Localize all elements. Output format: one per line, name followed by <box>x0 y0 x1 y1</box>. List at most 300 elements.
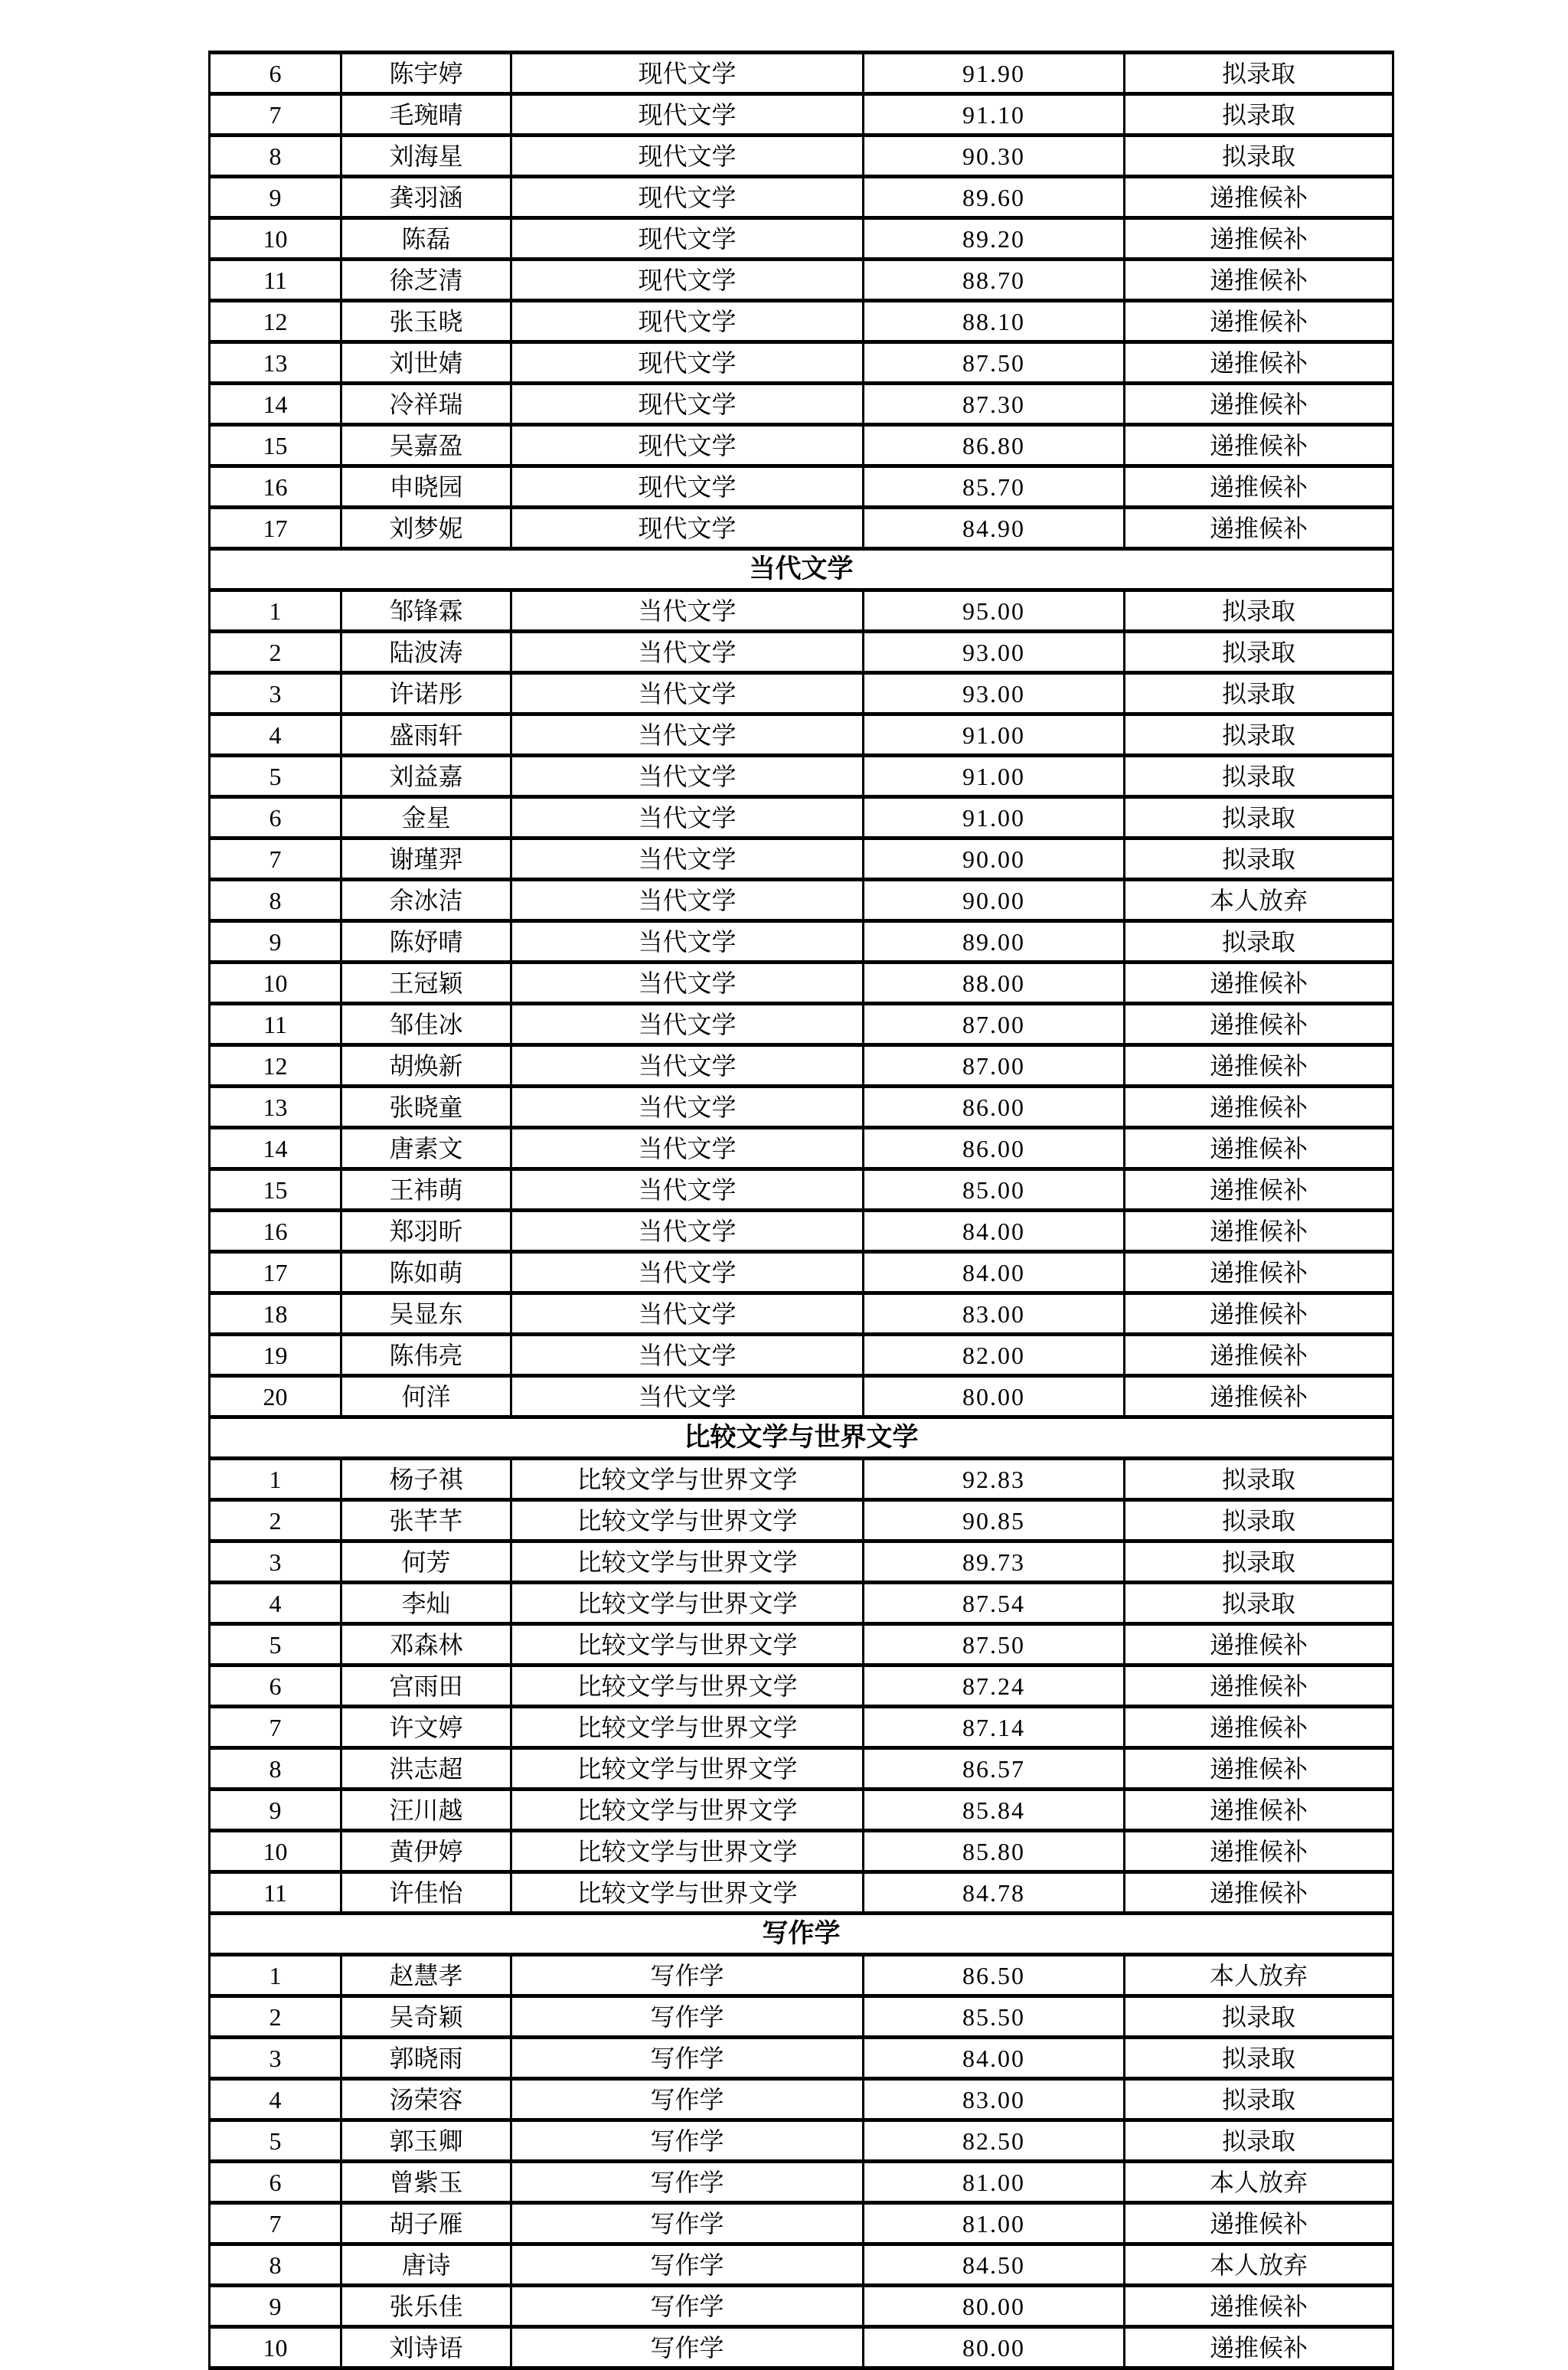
cell-major: 现代文学 <box>511 218 864 260</box>
cell-status: 递推候补 <box>1125 1666 1393 1707</box>
cell-status: 递推候补 <box>1125 260 1393 301</box>
cell-status: 递推候补 <box>1125 425 1393 466</box>
cell-rank: 4 <box>210 1583 341 1624</box>
table-row <box>210 1707 1393 1748</box>
cell-rank: 10 <box>210 1831 341 1872</box>
cell-name: 吴嘉盈 <box>341 425 511 466</box>
cell-status: 递推候补 <box>1125 1128 1393 1169</box>
cell-rank: 4 <box>210 714 341 756</box>
cell-status: 本人放弃 <box>1125 2162 1393 2203</box>
cell-score: 80.00 <box>864 1376 1125 1417</box>
cell-major: 当代文学 <box>511 880 864 921</box>
cell-score: 90.85 <box>864 1500 1125 1541</box>
table-row <box>210 714 1393 756</box>
cell-name: 胡子雁 <box>341 2203 511 2244</box>
cell-name: 刘益嘉 <box>341 756 511 797</box>
cell-major: 当代文学 <box>511 797 864 838</box>
cell-score: 84.00 <box>864 1252 1125 1293</box>
cell-name: 陆波涛 <box>341 632 511 673</box>
cell-name: 刘世婧 <box>341 342 511 384</box>
cell-name: 张晓童 <box>341 1087 511 1128</box>
cell-rank: 6 <box>210 2162 341 2203</box>
cell-rank: 10 <box>210 218 341 260</box>
cell-rank: 13 <box>210 1087 341 1128</box>
cell-major: 现代文学 <box>511 177 864 218</box>
cell-rank: 2 <box>210 1996 341 2038</box>
cell-status: 递推候补 <box>1125 301 1393 342</box>
cell-name: 盛雨轩 <box>341 714 511 756</box>
cell-score: 87.00 <box>864 1004 1125 1045</box>
cell-name: 何洋 <box>341 1376 511 1417</box>
cell-major: 写作学 <box>511 1955 864 1996</box>
cell-score: 89.60 <box>864 177 1125 218</box>
cell-major: 比较文学与世界文学 <box>511 1831 864 1872</box>
cell-status: 递推候补 <box>1125 1045 1393 1087</box>
cell-status: 递推候补 <box>1125 1335 1393 1376</box>
cell-rank: 1 <box>210 590 341 632</box>
cell-rank: 6 <box>210 797 341 838</box>
cell-rank: 1 <box>210 1459 341 1500</box>
cell-major: 现代文学 <box>511 342 864 384</box>
table-row <box>210 1459 1393 1500</box>
cell-score: 88.10 <box>864 301 1125 342</box>
table-row <box>210 218 1393 260</box>
cell-status: 拟录取 <box>1125 136 1393 177</box>
cell-rank: 9 <box>210 921 341 963</box>
cell-status: 拟录取 <box>1125 921 1393 963</box>
cell-score: 91.10 <box>864 94 1125 136</box>
section-header: 比较文学与世界文学 <box>210 1417 1393 1459</box>
cell-status: 拟录取 <box>1125 756 1393 797</box>
cell-major: 比较文学与世界文学 <box>511 1666 864 1707</box>
cell-rank: 11 <box>210 1004 341 1045</box>
cell-name: 许诺彤 <box>341 673 511 714</box>
cell-name: 吴奇颖 <box>341 1996 511 2038</box>
table-row <box>210 1872 1393 1914</box>
cell-status: 拟录取 <box>1125 1583 1393 1624</box>
cell-rank: 6 <box>210 53 341 94</box>
table-row <box>210 1666 1393 1707</box>
cell-major: 写作学 <box>511 2203 864 2244</box>
table-row <box>210 632 1393 673</box>
cell-name: 汤荣容 <box>341 2079 511 2120</box>
cell-rank: 13 <box>210 342 341 384</box>
cell-name: 刘诗语 <box>341 2327 511 2368</box>
cell-rank: 5 <box>210 756 341 797</box>
cell-major: 现代文学 <box>511 301 864 342</box>
cell-score: 87.50 <box>864 1624 1125 1666</box>
cell-score: 80.00 <box>864 2327 1125 2368</box>
cell-score: 89.20 <box>864 218 1125 260</box>
cell-major: 现代文学 <box>511 136 864 177</box>
cell-score: 88.00 <box>864 963 1125 1004</box>
cell-rank: 3 <box>210 673 341 714</box>
cell-name: 李灿 <box>341 1583 511 1624</box>
table-row <box>210 301 1393 342</box>
table-row <box>210 425 1393 466</box>
cell-major: 写作学 <box>511 1996 864 2038</box>
cell-score: 90.00 <box>864 838 1125 880</box>
cell-score: 91.90 <box>864 53 1125 94</box>
cell-status: 递推候补 <box>1125 1169 1393 1211</box>
cell-major: 当代文学 <box>511 1004 864 1045</box>
cell-rank: 10 <box>210 2327 341 2368</box>
cell-status: 拟录取 <box>1125 1541 1393 1583</box>
cell-rank: 11 <box>210 1872 341 1914</box>
table-row <box>210 53 1393 94</box>
cell-major: 写作学 <box>511 2162 864 2203</box>
cell-status: 递推候补 <box>1125 1087 1393 1128</box>
cell-score: 93.00 <box>864 632 1125 673</box>
cell-rank: 6 <box>210 1666 341 1707</box>
cell-status: 递推候补 <box>1125 1004 1393 1045</box>
cell-status: 递推候补 <box>1125 1624 1393 1666</box>
cell-rank: 8 <box>210 2244 341 2286</box>
table-row <box>210 1004 1393 1045</box>
table-row <box>210 466 1393 508</box>
cell-rank: 8 <box>210 136 341 177</box>
cell-name: 张芊芊 <box>341 1500 511 1541</box>
cell-score: 93.00 <box>864 673 1125 714</box>
section-header-row <box>210 1417 1393 1459</box>
cell-name: 唐素文 <box>341 1128 511 1169</box>
cell-status: 递推候补 <box>1125 1831 1393 1872</box>
cell-name: 郑羽昕 <box>341 1211 511 1252</box>
cell-name: 许佳怡 <box>341 1872 511 1914</box>
cell-status: 拟录取 <box>1125 1459 1393 1500</box>
cell-score: 81.00 <box>864 2162 1125 2203</box>
table-row <box>210 1624 1393 1666</box>
cell-status: 递推候补 <box>1125 1293 1393 1335</box>
table-row <box>210 2079 1393 2120</box>
cell-major: 比较文学与世界文学 <box>511 1583 864 1624</box>
cell-rank: 8 <box>210 1748 341 1790</box>
cell-name: 陈宇婷 <box>341 53 511 94</box>
cell-score: 83.00 <box>864 1293 1125 1335</box>
admission-table-body <box>210 53 1393 2368</box>
cell-rank: 14 <box>210 384 341 425</box>
cell-name: 申晓园 <box>341 466 511 508</box>
cell-score: 84.78 <box>864 1872 1125 1914</box>
cell-rank: 9 <box>210 2286 341 2327</box>
cell-status: 拟录取 <box>1125 94 1393 136</box>
cell-major: 当代文学 <box>511 963 864 1004</box>
cell-rank: 7 <box>210 838 341 880</box>
cell-major: 比较文学与世界文学 <box>511 1541 864 1583</box>
cell-major: 当代文学 <box>511 1376 864 1417</box>
cell-rank: 2 <box>210 1500 341 1541</box>
section-header-row <box>210 1914 1393 1955</box>
table-row <box>210 756 1393 797</box>
cell-status: 拟录取 <box>1125 1500 1393 1541</box>
cell-score: 91.00 <box>864 756 1125 797</box>
cell-name: 宫雨田 <box>341 1666 511 1707</box>
cell-status: 拟录取 <box>1125 714 1393 756</box>
cell-name: 陈妤晴 <box>341 921 511 963</box>
cell-score: 85.80 <box>864 1831 1125 1872</box>
cell-name: 唐诗 <box>341 2244 511 2286</box>
table-row <box>210 838 1393 880</box>
cell-name: 赵慧孝 <box>341 1955 511 1996</box>
cell-score: 90.30 <box>864 136 1125 177</box>
cell-name: 金星 <box>341 797 511 838</box>
cell-status: 递推候补 <box>1125 2203 1393 2244</box>
cell-score: 84.50 <box>864 2244 1125 2286</box>
cell-rank: 7 <box>210 94 341 136</box>
cell-major: 当代文学 <box>511 1293 864 1335</box>
cell-score: 92.83 <box>864 1459 1125 1500</box>
table-row <box>210 1128 1393 1169</box>
cell-major: 当代文学 <box>511 1252 864 1293</box>
cell-score: 91.00 <box>864 797 1125 838</box>
table-row <box>210 2244 1393 2286</box>
cell-rank: 17 <box>210 1252 341 1293</box>
cell-rank: 12 <box>210 301 341 342</box>
table-row <box>210 2286 1393 2327</box>
cell-name: 龚羽涵 <box>341 177 511 218</box>
cell-rank: 15 <box>210 425 341 466</box>
cell-major: 比较文学与世界文学 <box>511 1707 864 1748</box>
cell-name: 胡焕新 <box>341 1045 511 1087</box>
cell-name: 许文婷 <box>341 1707 511 1748</box>
cell-status: 拟录取 <box>1125 632 1393 673</box>
cell-name: 冷祥瑞 <box>341 384 511 425</box>
cell-major: 现代文学 <box>511 53 864 94</box>
cell-name: 刘梦妮 <box>341 508 511 549</box>
cell-status: 递推候补 <box>1125 508 1393 549</box>
cell-name: 王冠颖 <box>341 963 511 1004</box>
table-row <box>210 260 1393 301</box>
table-row <box>210 1790 1393 1831</box>
table-row <box>210 1169 1393 1211</box>
cell-major: 当代文学 <box>511 1087 864 1128</box>
cell-score: 86.00 <box>864 1087 1125 1128</box>
cell-status: 递推候补 <box>1125 1252 1393 1293</box>
table-row <box>210 2038 1393 2079</box>
table-row <box>210 1376 1393 1417</box>
cell-major: 当代文学 <box>511 1045 864 1087</box>
cell-status: 递推候补 <box>1125 342 1393 384</box>
cell-name: 毛琬晴 <box>341 94 511 136</box>
table-row <box>210 2162 1393 2203</box>
cell-rank: 2 <box>210 632 341 673</box>
cell-rank: 10 <box>210 963 341 1004</box>
cell-score: 85.00 <box>864 1169 1125 1211</box>
table-row <box>210 1293 1393 1335</box>
table-row <box>210 1831 1393 1872</box>
cell-rank: 15 <box>210 1169 341 1211</box>
cell-status: 拟录取 <box>1125 590 1393 632</box>
cell-score: 86.80 <box>864 425 1125 466</box>
table-row <box>210 1045 1393 1087</box>
table-row <box>210 2203 1393 2244</box>
cell-major: 比较文学与世界文学 <box>511 1790 864 1831</box>
cell-status: 拟录取 <box>1125 797 1393 838</box>
table-row <box>210 1955 1393 1996</box>
cell-score: 82.00 <box>864 1335 1125 1376</box>
cell-score: 85.84 <box>864 1790 1125 1831</box>
cell-rank: 20 <box>210 1376 341 1417</box>
cell-score: 84.90 <box>864 508 1125 549</box>
table-row <box>210 590 1393 632</box>
cell-rank: 8 <box>210 880 341 921</box>
cell-score: 83.00 <box>864 2079 1125 2120</box>
cell-major: 写作学 <box>511 2327 864 2368</box>
cell-name: 陈伟亮 <box>341 1335 511 1376</box>
cell-major: 比较文学与世界文学 <box>511 1624 864 1666</box>
cell-name: 张乐佳 <box>341 2286 511 2327</box>
cell-name: 黄伊婷 <box>341 1831 511 1872</box>
cell-status: 拟录取 <box>1125 2038 1393 2079</box>
cell-name: 张玉晓 <box>341 301 511 342</box>
cell-major: 写作学 <box>511 2244 864 2286</box>
table-row <box>210 880 1393 921</box>
cell-score: 87.24 <box>864 1666 1125 1707</box>
cell-score: 85.70 <box>864 466 1125 508</box>
cell-rank: 9 <box>210 177 341 218</box>
cell-status: 递推候补 <box>1125 963 1393 1004</box>
cell-major: 现代文学 <box>511 466 864 508</box>
cell-status: 本人放弃 <box>1125 2244 1393 2286</box>
cell-status: 递推候补 <box>1125 2327 1393 2368</box>
table-row <box>210 921 1393 963</box>
cell-status: 本人放弃 <box>1125 880 1393 921</box>
cell-status: 拟录取 <box>1125 2120 1393 2162</box>
cell-status: 递推候补 <box>1125 218 1393 260</box>
cell-name: 余冰洁 <box>341 880 511 921</box>
cell-status: 拟录取 <box>1125 53 1393 94</box>
cell-status: 递推候补 <box>1125 1376 1393 1417</box>
cell-status: 递推候补 <box>1125 1748 1393 1790</box>
cell-status: 递推候补 <box>1125 2286 1393 2327</box>
cell-major: 现代文学 <box>511 260 864 301</box>
table-row <box>210 1087 1393 1128</box>
table-row <box>210 1541 1393 1583</box>
cell-status: 拟录取 <box>1125 2079 1393 2120</box>
table-row <box>210 508 1393 549</box>
cell-score: 86.00 <box>864 1128 1125 1169</box>
cell-rank: 3 <box>210 1541 341 1583</box>
cell-name: 陈磊 <box>341 218 511 260</box>
cell-status: 递推候补 <box>1125 384 1393 425</box>
cell-status: 拟录取 <box>1125 673 1393 714</box>
cell-name: 陈如萌 <box>341 1252 511 1293</box>
cell-score: 86.57 <box>864 1748 1125 1790</box>
cell-major: 比较文学与世界文学 <box>511 1872 864 1914</box>
cell-name: 邹佳冰 <box>341 1004 511 1045</box>
cell-status: 递推候补 <box>1125 1790 1393 1831</box>
cell-score: 90.00 <box>864 880 1125 921</box>
cell-major: 现代文学 <box>511 508 864 549</box>
cell-name: 汪川越 <box>341 1790 511 1831</box>
table-row <box>210 963 1393 1004</box>
cell-name: 郭玉卿 <box>341 2120 511 2162</box>
cell-score: 87.14 <box>864 1707 1125 1748</box>
cell-score: 82.50 <box>864 2120 1125 2162</box>
table-row <box>210 1252 1393 1293</box>
cell-rank: 18 <box>210 1293 341 1335</box>
table-row <box>210 673 1393 714</box>
cell-score: 86.50 <box>864 1955 1125 1996</box>
cell-status: 拟录取 <box>1125 1996 1393 2038</box>
cell-major: 比较文学与世界文学 <box>511 1459 864 1500</box>
cell-score: 84.00 <box>864 1211 1125 1252</box>
cell-major: 写作学 <box>511 2120 864 2162</box>
cell-major: 当代文学 <box>511 714 864 756</box>
cell-status: 递推候补 <box>1125 1707 1393 1748</box>
cell-major: 当代文学 <box>511 1211 864 1252</box>
cell-name: 王祎萌 <box>341 1169 511 1211</box>
cell-rank: 19 <box>210 1335 341 1376</box>
cell-name: 谢瑾羿 <box>341 838 511 880</box>
cell-status: 本人放弃 <box>1125 1955 1393 1996</box>
table-row <box>210 1583 1393 1624</box>
cell-name: 何芳 <box>341 1541 511 1583</box>
cell-status: 拟录取 <box>1125 838 1393 880</box>
cell-name: 邹锋霖 <box>341 590 511 632</box>
cell-rank: 11 <box>210 260 341 301</box>
cell-major: 当代文学 <box>511 632 864 673</box>
cell-score: 95.00 <box>864 590 1125 632</box>
cell-rank: 17 <box>210 508 341 549</box>
cell-major: 现代文学 <box>511 384 864 425</box>
cell-status: 递推候补 <box>1125 1872 1393 1914</box>
cell-status: 递推候补 <box>1125 177 1393 218</box>
cell-major: 当代文学 <box>511 1335 864 1376</box>
cell-name: 郭晓雨 <box>341 2038 511 2079</box>
section-header-row <box>210 549 1393 590</box>
cell-major: 当代文学 <box>511 590 864 632</box>
cell-major: 现代文学 <box>511 94 864 136</box>
table-row <box>210 1335 1393 1376</box>
cell-major: 当代文学 <box>511 673 864 714</box>
cell-rank: 9 <box>210 1790 341 1831</box>
table-row <box>210 2120 1393 2162</box>
cell-name: 吴显东 <box>341 1293 511 1335</box>
table-row <box>210 797 1393 838</box>
cell-name: 徐芝清 <box>341 260 511 301</box>
cell-score: 88.70 <box>864 260 1125 301</box>
table-row <box>210 1748 1393 1790</box>
cell-rank: 5 <box>210 1624 341 1666</box>
cell-score: 89.00 <box>864 921 1125 963</box>
cell-score: 87.00 <box>864 1045 1125 1087</box>
table-row <box>210 2327 1393 2368</box>
section-header: 当代文学 <box>210 549 1393 590</box>
admission-table <box>208 51 1394 2370</box>
table-row <box>210 136 1393 177</box>
cell-score: 81.00 <box>864 2203 1125 2244</box>
cell-rank: 14 <box>210 1128 341 1169</box>
cell-score: 87.30 <box>864 384 1125 425</box>
cell-major: 当代文学 <box>511 921 864 963</box>
cell-score: 89.73 <box>864 1541 1125 1583</box>
cell-name: 邓森林 <box>341 1624 511 1666</box>
cell-rank: 16 <box>210 466 341 508</box>
cell-name: 刘海星 <box>341 136 511 177</box>
section-header: 写作学 <box>210 1914 1393 1955</box>
cell-major: 写作学 <box>511 2286 864 2327</box>
cell-rank: 7 <box>210 1707 341 1748</box>
cell-rank: 5 <box>210 2120 341 2162</box>
cell-major: 比较文学与世界文学 <box>511 1500 864 1541</box>
cell-rank: 3 <box>210 2038 341 2079</box>
cell-name: 杨子祺 <box>341 1459 511 1500</box>
cell-name: 洪志超 <box>341 1748 511 1790</box>
cell-rank: 16 <box>210 1211 341 1252</box>
cell-rank: 7 <box>210 2203 341 2244</box>
cell-major: 现代文学 <box>511 425 864 466</box>
